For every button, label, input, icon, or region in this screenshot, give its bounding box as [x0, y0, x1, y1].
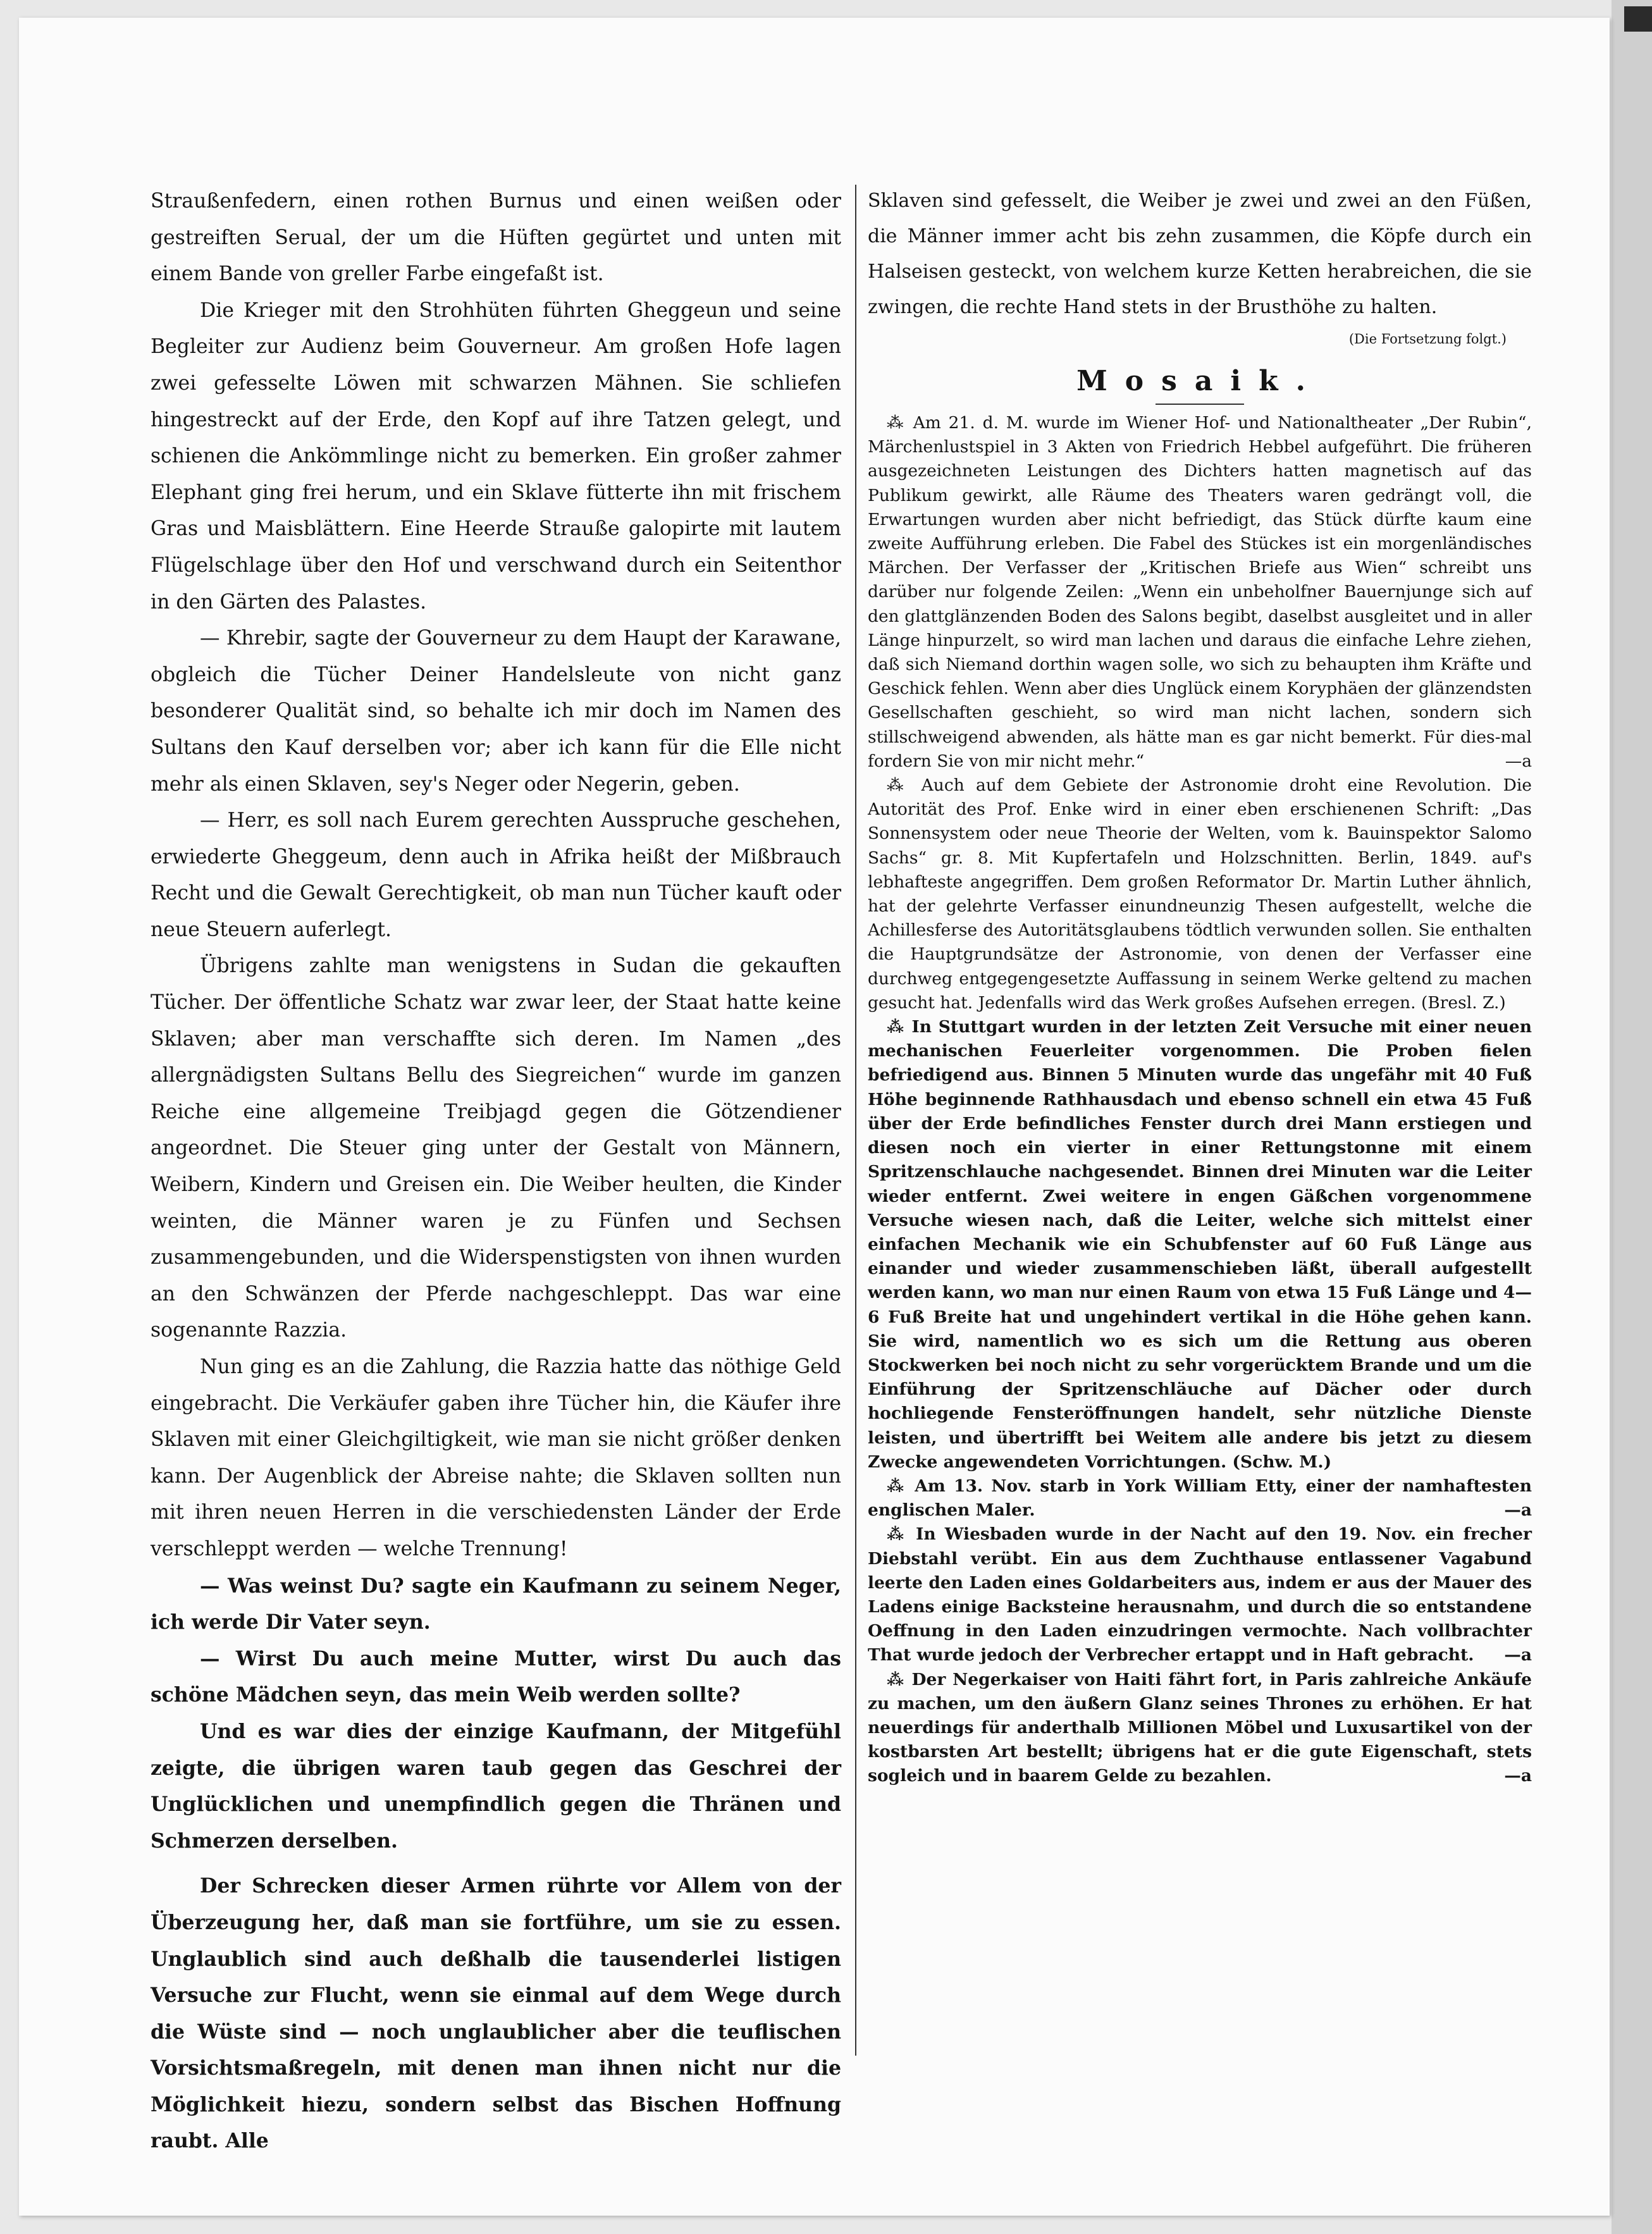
right-column — [868, 183, 1532, 1789]
news-item-text: ⁂ Am 13. Nov. starb in York William Etty, einer der namhaftesten englischen Maler. — [868, 1476, 1532, 1521]
left-paragraph: — Was weinst Du? sagte ein Kaufmann zu seinem Neger, ich werde Dir Vater seyn. — [151, 1574, 841, 1634]
news-item-text: ⁂ In Stuttgart wurden in der letzten Zeit Versuche mit einer neuen mechanischen Feuerleiter vorgenommen. Die Proben fielen befriedigend aus. Binnen 5 Minuten wurde das ungefähr mit 40 Fuß Höhe beginnende Rathhausdach und ebenso schnell ein etwa 45 Fuß über der Erde befindliches Fenster durch drei Mann erstiegen und diesen noch ein vierter in einer Rettungstonne mit einem Spritzenschlauche nachgesendet. Binnen drei Minuten war die Leiter wieder entfernt. Zwei weitere in engen Gäßchen vorgenommene Versuche wiesen nach, daß die Leiter, welche sich mittelst einer einfachen Mechanik wie ein Schubfenster auf 60 Fuß Länge aus einander und wieder zusammenschieben läßt, überall aufgestellt werden kann, wo man nur einen Raum von etwa 15 Fuß Länge und 4—6 Fuß Breite hat und ungehindert vertikal in die Höhe gehen kann. Sie wird, namentlich wo es sich um die Rettung aus oberen Stockwerken bei noch nicht zu sehr vorgerücktem Brande und um die Einführung der Spritzenschläuche auf Dächer oder durch hochliegende Fensteröffnungen handelt, sehr nützliche Dienste leisten, und übertrifft bei Weitem alle andere bis jetzt zu diesem Zwecke angewendeten Vorrichtungen. (Schw. M.) — [868, 1017, 1532, 1472]
left-paragraph: — Wirst Du auch meine Mutter, wirst Du auch das schöne Mädchen seyn, das mein Weib werden sollte? — [151, 1646, 841, 1707]
news-item — [868, 774, 1532, 1015]
news-item — [868, 1474, 1532, 1522]
left-paragraph: Nun ging es an die Zahlung, die Razzia hatte das nöthige Geld eingebracht. Die Verkäufer gaben ihre Tücher hin, die Käufer ihre Sklaven mit einer Gleichgiltigkeit, wie man sie nicht größer denken kann. Der Augenblick der Abreise nahte; die Sklaven sollten nun mit ihren neuen Herren in die verschiedensten Länder der Erde verschleppt werden — welche Trennung! — [151, 1355, 841, 1560]
scan-corner-mark — [1624, 6, 1652, 32]
scan-edge-strip — [1612, 0, 1652, 2234]
news-item — [868, 1015, 1532, 1474]
left-paragraph: — Khrebir, sagte der Gouverneur zu dem Haupt der Karawane, obgleich die Tücher Deiner Handelsleute von nicht ganz besonderer Qualität sind, so behalte ich mir doch im Namen des Sultans den Kauf derselben vor; aber ich kann für die Elle nicht mehr als einen Sklaven, sey's Neger oder Negerin, geben. — [151, 627, 841, 796]
left-paragraph: Straußenfedern, einen rothen Burnus und einen weißen oder gestreiften Serual, der um die Hüften gegürtet und unten mit einem Bande von greller Farbe eingefaßt ist. — [151, 190, 841, 286]
news-item-signature: —a — [1504, 1766, 1532, 1786]
news-item-text: ⁂ Am 21. d. M. wurde im Wiener Hof- und Nationaltheater „Der Rubin“, Märchenlustspiel in 3 Akten von Friedrich Hebbel aufgeführt. Die früheren ausgezeichneten Leistungen des Dichters hatten magnetisch auf das Publikum gewirkt, alle Räume des Theaters waren gedrängt voll, die Erwartungen wurden aber nicht befriedigt, das Stück dürfte kaum eine zweite Aufführung erleben. Die Fabel des Stückes ist ein morgenländisches Märchen. Der Verfasser der „Kritischen Briefe aus Wien“ schreibt uns darüber nur folgende Zeilen: „Wenn ein unbeholfner Bauernjunge sich auf den glattglänzenden Boden des Salons begibt, daselbst ausgleitet und in aller Länge hinpurzelt, so wird man lachen und daraus die einfache Lehre ziehen, daß sich Niemand dorthin wagen solle, wo sich zu behaupten ihm Kräfte und Geschick fehlen. Wenn aber dies Unglück einem Koryphäen der glänzendsten Gesellschaften geschieht, so wird man nicht lachen, sondern sich stillschweigend abwenden, als hätte man es gar nicht bemerkt. Für dies-mal fordern Sie von mir nicht mehr.“ — [868, 413, 1532, 771]
news-item-text: ⁂ Auch auf dem Gebiete der Astronomie droht eine Revolution. Die Autorität des Prof. Enke wird in einer eben erschienenen Schrift: „Das Sonnensystem oder neue Theorie der Welten, vom k. Bauinspektor Salomo Sachs“ gr. 8. Mit Kupfertafeln und Holzschnitten. Berlin, 1849. auf's lebhafteste angegriffen. Dem großen Reformator Dr. Martin Luther ähnlich, hat der gelehrte Verfasser einundneunzig Thesen aufgestellt, welche die Achillesferse des Autoritätsglaubens tödtlich verwunden sollen. Sie enthalten die Hauptgrundsätze der Astronomie, von denen der Verfasser eine durchweg entgegengesetzte Auffassung in seinem Werke geltend zu machen gesucht hat. Jedenfalls wird das Werk großes Aufsehen erregen. (Bresl. Z.) — [868, 775, 1532, 1013]
section-heading: Mosaik. — [1076, 365, 1323, 397]
left-paragraph: — Herr, es soll nach Eurem gerechten Ausspruche geschehen, erwiederte Gheggeum, denn auch in Afrika heißt der Mißbrauch Recht und die Gewalt Gerechtigkeit, ob man nun Tücher kauft oder neue Steuern auferlegt. — [151, 809, 841, 941]
heading-underline — [1156, 404, 1244, 405]
news-item-signature: —a — [1504, 1645, 1532, 1665]
left-paragraph: Und es war dies der einzige Kaufmann, der Mitgefühl zeigte, die übrigen waren taub gegen das Geschrei der Unglücklichen und unempfindlich gegen die Thränen und Schmerzen derselben. — [151, 1719, 841, 1853]
news-item-text: ⁂ Der Negerkaiser von Haiti fährt fort, in Paris zahlreiche Ankäufe zu machen, um den äußern Glanz seines Thrones zu erhöhen. Er hat neuerdings für anderthalb Millionen Möbel und Luxusartikel von der kostbarsten Art bestellt; übrigens hat er die gute Eigenschaft, stets sogleich und in baarem Gelde zu bezahlen. — [868, 1669, 1532, 1786]
story-continuation: Sklaven sind gefesselt, die Weiber je zwei und zwei an den Füßen, die Männer immer acht bis zehn zusammen, die Köpfe durch ein Halseisen gesteckt, von welchem kurze Ketten herabreichen, die sie zwingen, die rechte Hand stets in der Brusthöhe zu halten. — [868, 190, 1532, 318]
news-item-signature: —a — [1504, 1500, 1532, 1521]
news-item-signature: —a — [1505, 751, 1532, 771]
news-item-text: ⁂ In Wiesbaden wurde in der Nacht auf den 19. Nov. ein frecher Diebstahl verübt. Ein aus dem Zuchthause entlassener Vagabund leerte den Laden eines Goldarbeiters aus, indem er aus der Mauer des Ladens einige Backsteine herausnahm, und durch die so entstandene Oeffnung in den Laden einzudringen vermochte. Nach vollbrachter That wurde jedoch der Verbrecher ertappt und in Haft gebracht. — [868, 1524, 1532, 1665]
news-item — [868, 1522, 1532, 1667]
left-paragraph: Übrigens zahlte man wenigstens in Sudan die gekauften Tücher. Der öffentliche Schatz war zwar leer, der Staat hatte keine Sklaven; aber man verschaffte sich deren. Im Namen „des allergnädigsten Sultans Bellu des Siegreichen“ wurde im ganzen Reiche eine allgemeine Treibjagd gegen die Götzendiener angeordnet. Die Steuer ging unter der Gestalt von Männern, Weibern, Kindern und Greisen ein. Die Weiber heulten, die Kinder weinten, die Männer waren je zu Fünfen und Sechsen zusammengebunden, und die Widerspenstigsten von ihnen wurden an den Schwänzen der Pferde nachgeschleppt. Das war eine sogenannte Razzia. — [151, 954, 841, 1342]
news-item — [868, 411, 1532, 774]
left-paragraph: Die Krieger mit den Strohhüten führten Gheggeun und seine Begleiter zur Audienz beim Gouverneur. Am großen Hofe lagen zwei gefesselte Löwen mit schwarzen Mähnen. Sie schliefen hingestreckt auf der Erde, den Kopf auf ihre Tatzen gelegt, und schienen die Ankömmlinge nicht zu bemerken. Ein großer zahmer Elephant ging frei herum, und ein Sklave fütterte ihn mit frischem Gras und Maisblättern. Eine Heerde Strauße galopirte mit lautem Flügelschlage über den Hof und verschwand durch ein Seitenthor in den Gärten des Palastes. — [151, 299, 841, 614]
left-column — [151, 183, 841, 2159]
continued-note: (Die Fortsetzung folgt.) — [1348, 331, 1507, 347]
left-paragraph: Der Schrecken dieser Armen rührte vor Allem von der Überzeugung her, daß man sie fortführe, um sie zu essen. Unglaublich sind auch deßhalb die tausenderlei listigen Versuche zur Flucht, wenn sie einmal auf dem Wege durch die Wüste sind — noch unglaublicher aber die teuflischen Vorsichtsmaßregeln, mit denen man ihnen nicht nur die Möglichkeit hiezu, sondern selbst das Bischen Hoffnung raubt. Alle — [151, 1874, 841, 2153]
column-divider — [855, 185, 856, 2056]
news-item — [868, 1668, 1532, 1789]
